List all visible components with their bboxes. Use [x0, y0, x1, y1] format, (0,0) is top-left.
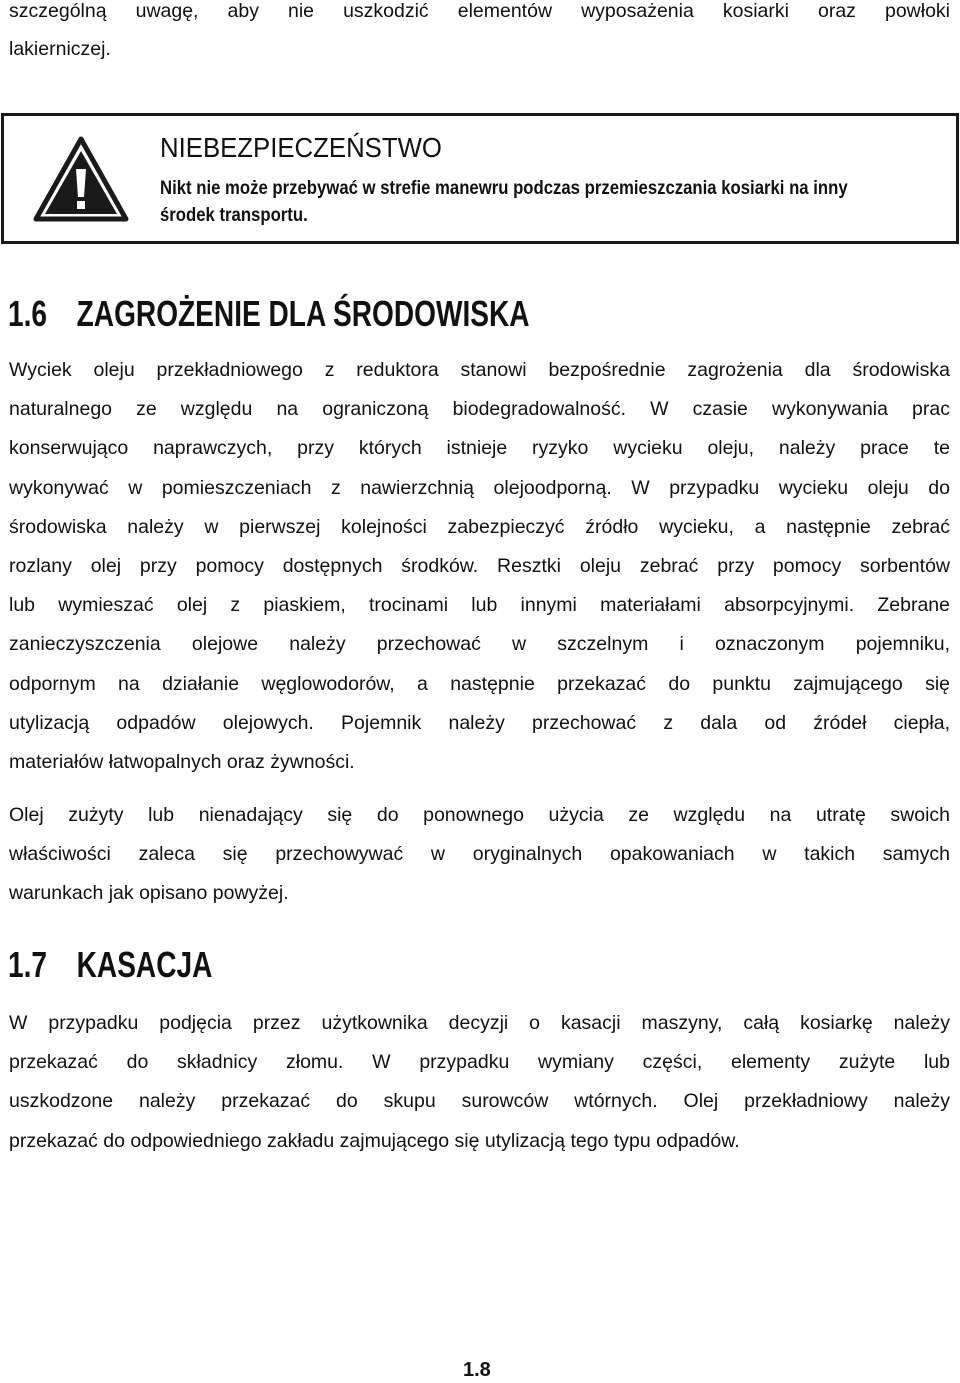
- used-oil-paragraph: [9, 796, 950, 914]
- intro-line: lakierniczej.: [9, 38, 111, 60]
- danger-text-line: Nikt nie może przebywać w strefie manewru podczas przemieszczania kosiarki na inny: [160, 178, 848, 199]
- paragraph-line: właściwości zaleca się przechowywać w oryginalnych opakowaniach w takich samych: [9, 843, 950, 866]
- section-heading-1-7: [8, 943, 212, 987]
- paragraph-line: utylizacją odpadów olejowych. Pojemnik należy przechować z dala od źródeł ciepła,: [9, 711, 950, 734]
- warning-triangle-icon: [33, 136, 129, 222]
- paragraph-line: zanieczyszczenia olejowe należy przechować w szczelnym i oznaczonym pojemniku,: [9, 633, 950, 656]
- intro-line: szczególną uwagę, aby nie uszkodzić elementów wyposażenia kosiarki oraz powłoki: [9, 0, 950, 22]
- section-number: 1.7: [8, 944, 48, 985]
- danger-text-line: środek transportu.: [160, 205, 308, 226]
- paragraph-line: środowiska należy w pierwszej kolejności zabezpieczyć źródło wycieku, a następnie zebrać: [9, 515, 950, 538]
- danger-text: [160, 175, 934, 229]
- paragraph-line: lub wymieszać olej z piaskiem, trocinami lub innymi materiałami absorpcyjnymi. Zebrane: [9, 594, 950, 617]
- paragraph-line: rozlany olej przy pomocy dostępnych środków. Resztki oleju zebrać przy pomocy sorbentów: [9, 555, 950, 578]
- intro-paragraph: [9, 0, 950, 68]
- paragraph-line: Wyciek oleju przekładniowego z reduktora stanowi bezpośrednie zagrożenia dla środowiska: [9, 359, 950, 381]
- paragraph-line: Olej zużyty lub nienadający się do ponownego użycia ze względu na utratę swoich: [9, 804, 950, 826]
- paragraph-line: przekazać do składnicy złomu. W przypadku wymiany części, elementy zużyte lub: [9, 1051, 950, 1074]
- section-number: 1.6: [8, 293, 48, 334]
- paragraph-line: przekazać do odpowiedniego zakładu zajmującego się utylizacją tego typu odpadów.: [9, 1129, 740, 1152]
- section-title: ZAGROŻENIE DLA ŚRODOWISKA: [76, 293, 530, 334]
- danger-title: NIEBEZPIECZEŃSTWO: [160, 132, 442, 163]
- section-title: KASACJA: [76, 944, 213, 985]
- paragraph-line: warunkach jak opisano powyżej.: [9, 882, 289, 905]
- paragraph-line: uszkodzone należy przekazać do skupu surowców wtórnych. Olej przekładniowy należy: [9, 1090, 950, 1113]
- paragraph-line: odpornym na działanie węglowodorów, a następnie przekazać do punktu zajmującego się: [9, 672, 950, 695]
- paragraph-line: materiałów łatwopalnych oraz żywności.: [9, 751, 355, 774]
- section-heading-1-6: [8, 292, 530, 336]
- page-number: 1.8: [463, 1359, 491, 1381]
- scrapping-paragraph: [9, 1004, 950, 1161]
- paragraph-line: naturalnego ze względu na ograniczoną biodegradowalność. W czasie wykonywania prac: [9, 398, 950, 421]
- paragraph-line: W przypadku podjęcia przez użytkownika decyzji o kasacji maszyny, całą kosiarkę należy: [9, 1012, 950, 1034]
- paragraph-line: wykonywać w pomieszczeniach z nawierzchnią olejoodporną. W przypadku wycieku oleju do: [9, 476, 950, 499]
- environment-paragraph: [9, 351, 950, 782]
- paragraph-line: konserwująco naprawczych, przy których istnieje ryzyko wycieku oleju, należy prace te: [9, 437, 950, 460]
- danger-notice-box: [1, 113, 959, 244]
